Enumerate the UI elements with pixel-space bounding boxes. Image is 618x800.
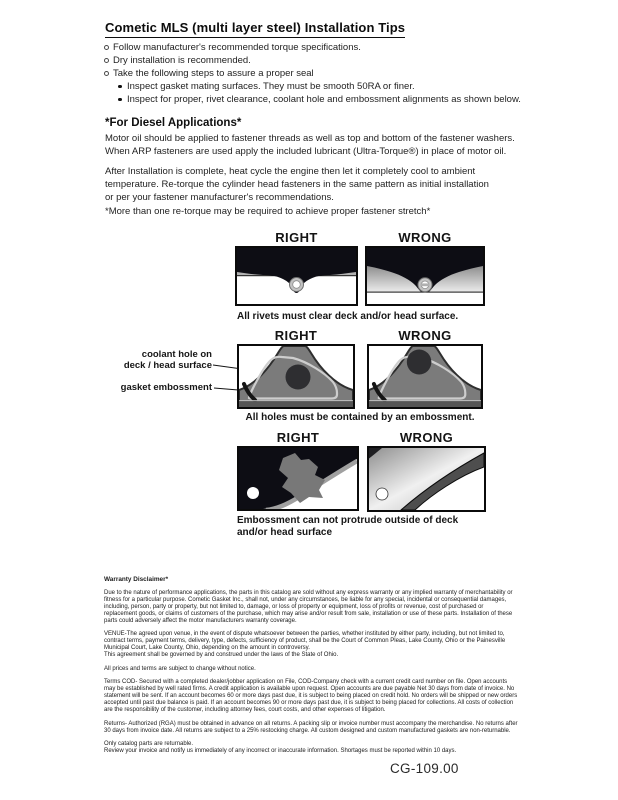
retorque-note: *More than one re-torque may be required to achieve proper fastener stretch*	[105, 206, 431, 217]
rivet-diagram-wrong	[365, 246, 485, 306]
paragraph-line: When ARP fasteners are used apply the included lubricant (Ultra-Torque®) in place of motor oil.	[105, 145, 507, 157]
wrong-label: WRONG	[399, 430, 454, 445]
bolt-hole-icon	[247, 487, 259, 499]
diagram-caption-embossment	[237, 515, 458, 538]
protrusion-wrong-drawing	[369, 448, 484, 510]
rivet-icon	[421, 283, 430, 286]
hole-diagram-right-figure	[237, 328, 355, 409]
right-label: RIGHT	[274, 328, 318, 343]
diagram-caption-rivets: All rivets must clear deck and/or head surface.	[237, 311, 459, 322]
right-label: RIGHT	[275, 230, 318, 245]
rivet-diagram-wrong-figure	[365, 230, 485, 306]
paragraph-line: Motor oil should be applied to fastener threads as well as top and bottom of the fastener washers.	[105, 133, 515, 144]
tip-bullet: Follow manufacturer's recommended torque specifications.	[104, 41, 521, 54]
warranty-paragraph: Terms COD- Secured with a completed dealer/jobber application on File, COD-Company check with a current credit card number on file. Open accounts may be established by well rated firms. A credit application is available upon request. Open accounts are due payable Net 30 days from date of invoice. No statement will be sent. If an account becomes 60 or more days past due, it is subject to being placed on credit hold. No orders will be shipped or new orders accepted until past due balance is paid. If an account becomes 90 or more days past due, it is subject to being placed for collections. All costs of collection are the responsibility of the customer, including attorney fees, court costs, and other expenses of litigation.	[104, 679, 518, 713]
protrusion-diagram-right	[237, 446, 359, 511]
tip-sub-bullet: Inspect for proper, rivet clearance, coolant hole and embossment alignments as shown below.	[118, 93, 521, 106]
warranty-paragraph: VENUE-The agreed upon venue, in the event of dispute whatsoever between the parties, whether instituted by either party, including, but not limited to, contract terms, payment terms, delivery, type, defects, sufficiency of product, shall be the Court of Common Pleas, Lake County, Ohio or the Painesville Municipal Court, Lake County, Ohio, depending on the amount in controversy.	[104, 631, 506, 651]
wrong-label: WRONG	[398, 230, 452, 245]
warranty-paragraph: Due to the nature of performance applications, the parts in this catalog are sold without any express warranty or any implied warranty of merchantability or fitness for a particular purpose. Cometic Gasket Inc., shall not, under any circumstances, be liable for any special, incidental or consequential damages, including, person, party or property, but not limited to, damage, or loss of property or equipment, loss of profits or revenue, cost of purchased or replacement goods, or claims of customers of the purchase, which may arise and/or result from sale, installation or use of these parts. Installation of these parts could adversely affect the motor manufacturers warranty coverage.	[104, 589, 513, 624]
protrusion-diagram-wrong	[367, 446, 486, 512]
diesel-paragraph-oil	[105, 133, 515, 159]
rivet-right-drawing	[237, 248, 356, 304]
diesel-applications-heading: *For Diesel Applications*	[105, 117, 242, 129]
warranty-paragraph: Review your invoice and notify us immediately of any incorrect or inaccurate information. Shortages must be reported within 10 days.	[104, 748, 457, 754]
paragraph-line: temperature. Re-torque the cylinder head fasteners in the same pattern as initial installation	[105, 178, 489, 190]
callout-line: coolant hole on	[141, 349, 212, 360]
protrusion-diagram-right-figure	[237, 430, 359, 511]
wrong-label: WRONG	[398, 328, 452, 343]
paragraph-line: After Installation is complete, heat cycle the engine then let it completely cool to ambient	[105, 166, 476, 177]
warranty-paragraph: Only catalog parts are returnable.	[104, 741, 194, 747]
tip-sub-bullet: Inspect gasket mating surfaces. They must be smooth 50RA or finer.	[118, 80, 521, 93]
installation-tips-list	[104, 41, 521, 106]
callout-coolant-hole	[102, 350, 212, 371]
diesel-paragraph-retorque	[105, 166, 489, 204]
rivet-diagram-right-figure	[235, 230, 358, 306]
hole-diagram-wrong-figure	[367, 328, 483, 409]
coolant-hole-icon	[286, 365, 311, 390]
caption-line: Embossment can not protrude outside of deck	[237, 515, 459, 526]
rivet-diagram-right	[235, 246, 358, 306]
tip-bullet: Take the following steps to assure a proper seal	[104, 67, 521, 80]
warranty-paragraph: This agreement shall be governed by and construed under the laws of the State of Ohio.	[104, 652, 339, 658]
hole-wrong-drawing	[369, 346, 481, 407]
diagram-caption-holes: All holes must be contained by an embossment.	[245, 412, 475, 423]
caption-line: and/or head surface	[237, 526, 333, 538]
warranty-paragraph: All prices and terms are subject to change without notice.	[104, 665, 256, 672]
callout-gasket-embossment: gasket embossment	[120, 382, 212, 393]
rivet-wrong-drawing	[367, 248, 483, 304]
page-title: Cometic MLS (multi layer steel) Installation Tips	[105, 20, 405, 38]
hole-diagram-wrong	[367, 344, 483, 409]
tip-bullet: Dry installation is recommended.	[104, 54, 521, 67]
coolant-hole-icon	[407, 350, 432, 375]
protrusion-right-drawing	[239, 448, 357, 509]
paragraph-line: or per your fastener manufacturer's recommendations.	[105, 191, 334, 203]
bolt-hole-icon	[376, 488, 388, 500]
right-label: RIGHT	[276, 430, 320, 445]
protrusion-diagram-wrong-figure	[367, 430, 486, 512]
warranty-paragraph: Returns- Authorized (RGA) must be obtained in advance on all returns. A packing slip or invoice number must accompany the merchandise. No returns after 30 days from invoice date. All returns are subject to a 25% restocking charge. All custom designed and custom manufactured gaskets are non-returnable.	[104, 720, 518, 734]
warranty-disclaimer	[104, 576, 518, 755]
warranty-heading: Warranty Disclaimer*	[104, 576, 169, 583]
hole-right-drawing	[239, 346, 353, 407]
hole-diagram-right	[237, 344, 355, 409]
rivet-icon	[293, 281, 301, 289]
callout-line: deck / head surface	[123, 359, 212, 371]
page-code: CG-109.00	[390, 761, 459, 776]
